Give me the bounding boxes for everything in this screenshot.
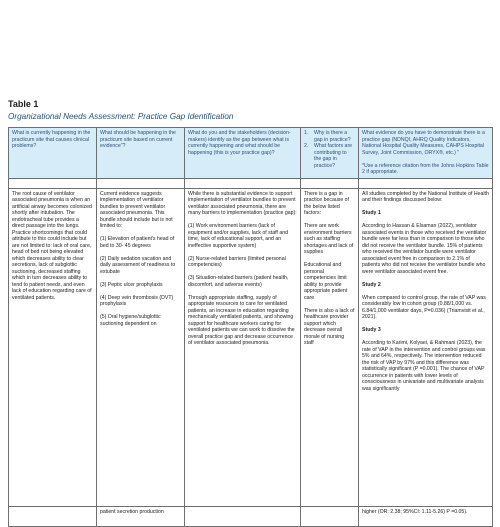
header-question-2 xyxy=(304,143,355,169)
header-question-1-number: 1. xyxy=(304,130,309,136)
barrier-2: (2) Nurse-related barriers (limited personal competencies) xyxy=(188,255,286,268)
gap-intro: While there is substantial evidence to support implementation of ventilator bundles to prevent ventilator associated pneumonia, there are many barriers to implementation (practice gap): xyxy=(188,190,297,216)
study-2-heading: Study 2 xyxy=(362,281,381,288)
table-subtitle: Organizational Needs Assessment: Practice Gap Identification xyxy=(8,112,234,121)
barrier-3: (3) Situation-related barriers (patient health, discomfort, and adverse events) xyxy=(188,275,289,288)
study-3-text: According to Karimi, Kolyaei, & Rahmani (2023), the rate of VAP in the intervention and control groups was 5% and 64%, respectively. The intervention reduced the risk of VAP by 97% and this difference was statistically significant (P =0.001). The chance of VAP occurrence in patients with lower levels of consciousness in univariate and multivariate analysis was significantly xyxy=(362,340,486,392)
cell-cont-2 xyxy=(97,506,185,526)
cell-cont-1 xyxy=(9,506,97,526)
spacer-row xyxy=(9,178,493,188)
evidence-intro: Current evidence suggests implementation of ventilator bundles to prevent ventilator associated pneumonia. This bundle should include but is not limited to: xyxy=(100,190,173,229)
bundle-item-2: (2) Daily sedation vacation and daily assessment of readiness to extubate xyxy=(100,255,176,275)
cell-current-practice xyxy=(9,188,97,506)
header-question-1 xyxy=(304,130,355,143)
header-question-2-text: What factors are contributing to the gap in practice? xyxy=(314,143,353,169)
study-1-heading: Study 1 xyxy=(362,210,381,216)
header-current-practice xyxy=(9,128,97,179)
gap-conclusion: Through appropriate staffing, supply of appropriate resources to care for ventilated patients, an increase in education regarding mechanically ventilated patients, and showing support for healthcare workers caring for ventilated patients we can work to dissolve the overall practice gap and decrease occurrence of ventilator associated pneumonia. xyxy=(188,294,295,346)
cell-cont-3 xyxy=(185,506,301,526)
header-practice-gap-text: What do you and the stakeholders (decision-makers) identify as the gap between what is currently happening and what should be happening (this is your practice gap)? xyxy=(188,130,291,156)
header-evidence-note: *Use a reference citation from the Johns Hopkins Table 2 if appropriate. xyxy=(362,162,489,175)
header-evidence-practice-text: What should be happening in the practicum site based on current evidence"? xyxy=(100,130,176,149)
evidence-intro-text: All studies completed by the National Institute of Health and their findings discussed below: xyxy=(362,190,489,203)
study-2-text: When compared to control group, the rate of VAP was considerably low in cohort group (0.88/1,000 vs. 6.84/1,000 ventilator days, P=0.036) (Triamvisit et al., 2021). xyxy=(362,294,486,320)
continuation-row xyxy=(9,506,493,526)
cell-gap-factors xyxy=(301,188,359,506)
header-questions-list xyxy=(304,130,355,169)
header-question-2-number: 2. xyxy=(304,143,309,149)
current-practice-text: The root cause of ventilator associated pneumonia is when an artificial airway becomes colonized shortly after intubation. The endotracheal tube provides a direct passage into the lungs. Practice shortcomings that could attribute to this could include but are not limited to: lack of oral care, head of bed not being elevated which decreases ability to clear secretions, lack of subglottic suctioning, decreased staffing which in turn decreases ability to tend to patient needs, and even lack of education regarding care of ventilated patients. xyxy=(12,190,92,301)
header-row xyxy=(9,128,493,179)
cell-cont-5 xyxy=(359,506,493,526)
bundle-item-3: (3) Peptic ulcer prophylaxis xyxy=(100,281,163,288)
header-question-1-text: Why is there a gap in practice? xyxy=(314,130,351,143)
header-evidence-text: What evidence do you have to demonstrate there is a practice gap (NDNQI, AHRQ Quality Indicators, National Hospital Quality Measures, CAHPS Hospital Survey, Joint Commission, ORYX®, etc.) " xyxy=(362,130,485,156)
study-1-text: According to Hassan & Elsaman (2022), ventilator associated events in those who received the ventilator bundle were far less than in comparison to those who did not receive the ventilator bundle. 15% of patients who received the ventilator bundle were ventilator associated event free in comparison to 2.1% of patients who did not receive the ventilator bundle who were ventilator associated event free. xyxy=(362,223,487,275)
bundle-item-5: (5) Oral hygiene/subglottic suctioning dependent on xyxy=(100,314,161,327)
header-gap-factors xyxy=(301,128,359,179)
factors-intro: There is a gap in practice because of the below listed factors: xyxy=(304,190,349,216)
factor-1: There are work environment barriers such as staffing shortages and lack of supplies xyxy=(304,223,354,255)
bundle-item-1: (1) Elevation of patient's head of bed to 30- 45 degrees xyxy=(100,236,175,249)
header-practice-gap xyxy=(185,128,301,179)
header-current-practice-text: What is currently happening in the practicum site that causes clinical problems? xyxy=(12,130,91,149)
bundle-item-5-continued: patient secretion production xyxy=(100,508,164,515)
content-row xyxy=(9,188,493,506)
cell-evidence-practice xyxy=(97,188,185,506)
header-evidence xyxy=(359,128,493,179)
header-evidence-practice xyxy=(97,128,185,179)
factor-3: There is also a lack of healthcare provider support which decrease overall morale of nursing staff xyxy=(304,307,355,346)
barrier-1: (1) Work environment barriers (lack of equipment and/or supplies, lack of staff and time, lack of educational support, and an ineffective supportive system) xyxy=(188,223,288,249)
cell-evidence xyxy=(359,188,493,506)
bundle-item-4: (4) Deep vein thrombosis (DVT) prophylaxis xyxy=(100,294,174,307)
cell-practice-gap xyxy=(185,188,301,506)
table-title: Table 1 xyxy=(8,99,39,109)
study-3-continued: higher (OR: 2.38; 95%CI: 1.11-5.26) P =0.05). xyxy=(362,508,468,515)
study-3-heading: Study 3 xyxy=(362,327,381,333)
factor-2: Educational and personal competencies limit ability to provide appropriate patient care xyxy=(304,262,348,301)
practice-gap-table xyxy=(8,127,493,527)
cell-cont-4 xyxy=(301,506,359,526)
